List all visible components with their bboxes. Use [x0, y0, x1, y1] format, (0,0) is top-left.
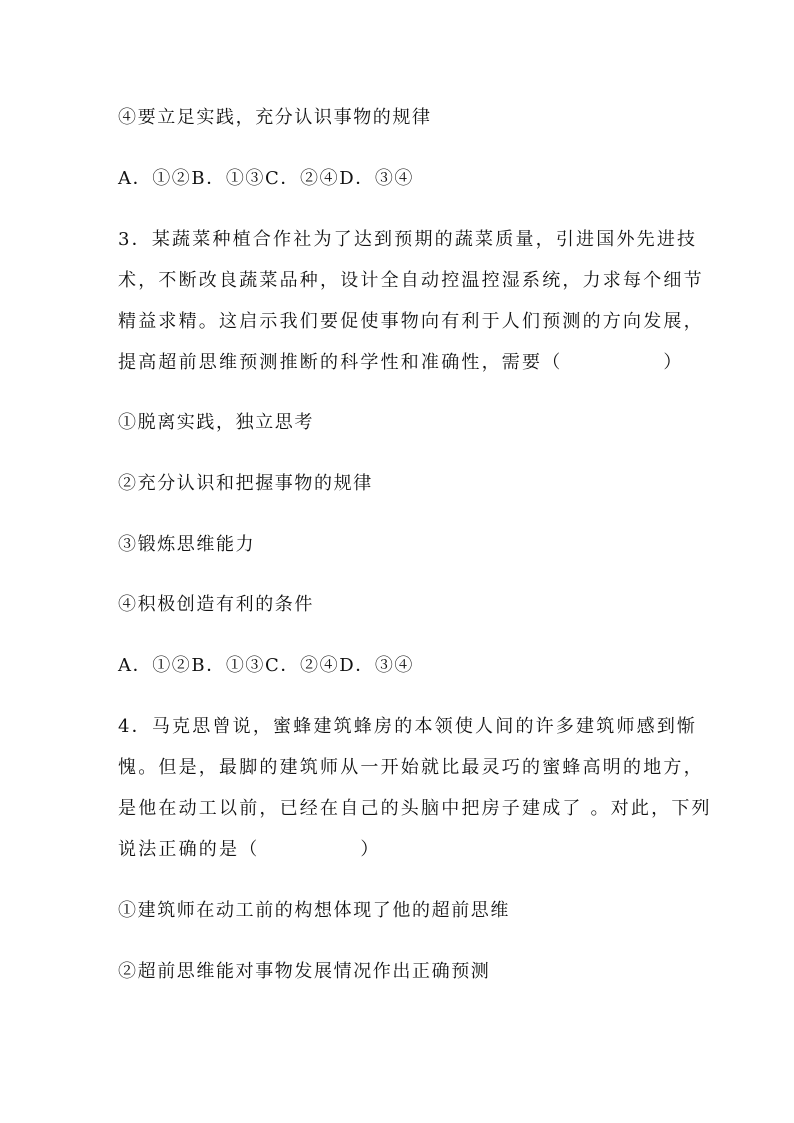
question-4-stem-line-3: 是他在动工以前，已经在自己的头脑中把房子建成了 。对此，下列 [118, 798, 712, 819]
question-3-stem-line-2: 术，不断改良蔬菜品种，设计全自动控温控湿系统，力求每个细节 [118, 270, 704, 291]
question-3-option-2: ②充分认识和把握事物的规律 [118, 473, 373, 494]
question-3-stem-line-4: 提高超前思维预测推断的科学性和准确性，需要（ ） [118, 352, 684, 373]
question-3-option-4: ④积极创造有利的条件 [118, 594, 314, 615]
question-3-option-3: ③锻炼思维能力 [118, 534, 256, 555]
question-4-stem-line-4: 说法正确的是（ ） [118, 839, 381, 860]
question-4-option-2: ②超前思维能对事物发展情况作出正确预测 [118, 961, 491, 982]
question-4-stem-line-1: 4．马克思曾说，蜜蜂建筑蜂房的本领使人间的许多建筑师感到惭 [118, 716, 698, 737]
question-4-stem-line-2: 愧。但是，最脚的建筑师从一开始就比最灵巧的蜜蜂高明的地方， [118, 757, 704, 778]
question-3-answer-choices: A．①②B．①③C．②④D．③④ [118, 655, 415, 676]
question-3-option-1: ①脱离实践，独立思考 [118, 412, 314, 433]
question-3-stem-line-1: 3．某蔬菜种植合作社为了达到预期的蔬菜质量，引进国外先进技 [118, 229, 698, 250]
question-4-option-1: ①建筑师在动工前的构想体现了他的超前思维 [118, 900, 510, 921]
question-3-stem-line-3: 精益求精。这启示我们要促使事物向有利于人们预测的方向发展， [118, 311, 704, 332]
prev-question-answer-choices: A．①②B．①③C．②④D．③④ [118, 168, 415, 189]
prev-question-option-4: ④要立足实践，充分认识事物的规律 [118, 107, 432, 128]
